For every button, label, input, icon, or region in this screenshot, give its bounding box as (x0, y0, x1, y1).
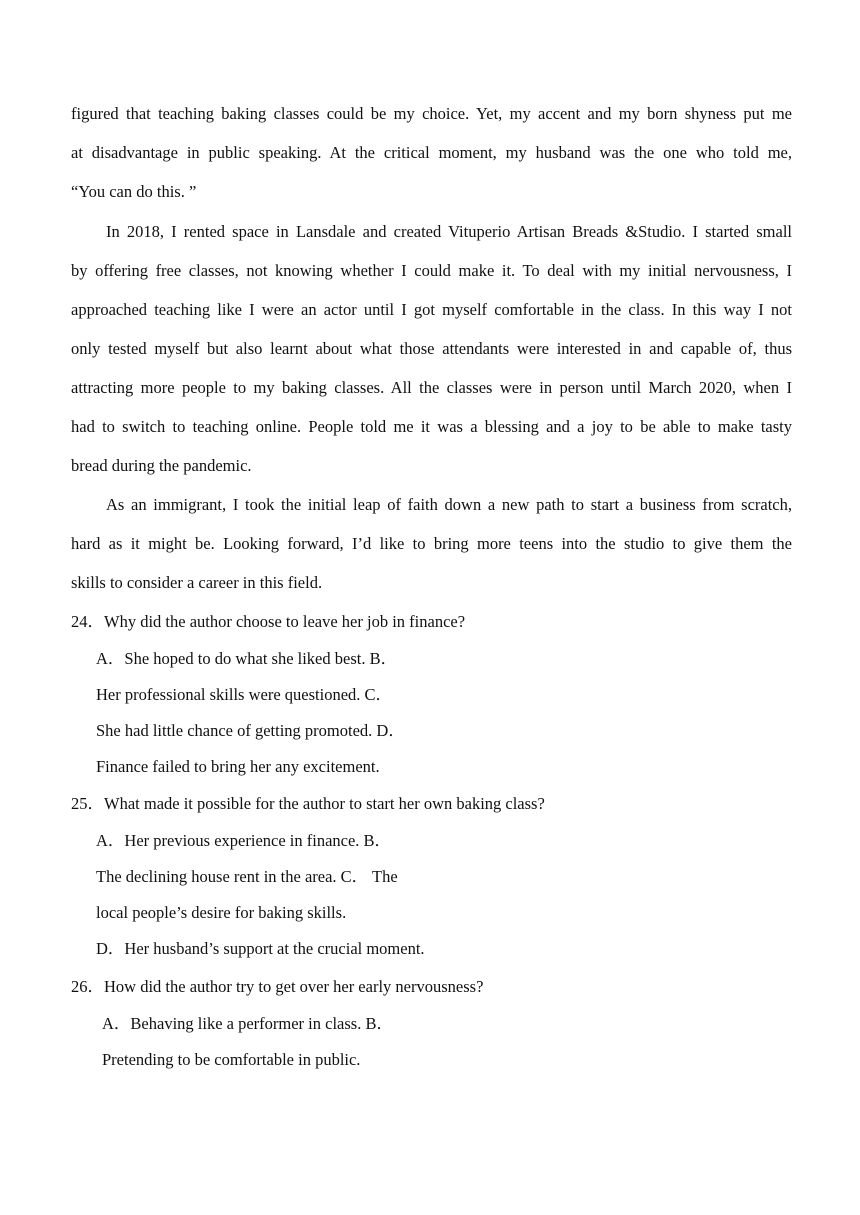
question-25-option-line: A．Her previous experience in finance. B． (96, 831, 392, 850)
question-24-option-line: Finance failed to bring her any excitement. (96, 757, 380, 776)
passage-line: As an immigrant, I took the initial leap of faith down a new path to start a business from scratch, (106, 495, 792, 514)
question-24-stem: 24．Why did the author choose to leave her job in finance? (71, 612, 466, 631)
question-25-option-line: local people’s desire for baking skills. (96, 903, 347, 922)
passage-line: figured that teaching baking classes could be my choice. Yet, my accent and my born shyness put me (71, 104, 792, 123)
question-24-option-line: She had little chance of getting promoted. D． (96, 721, 405, 740)
question-26-option-line: A．Behaving like a performer in class. B． (102, 1014, 393, 1033)
passage-line: bread during the pandemic. (71, 456, 252, 475)
passage-line: by offering free classes, not knowing whether I could make it. To deal with my initial nervousness, I (71, 261, 792, 280)
passage-line: only tested myself but also learnt about what those attendants were interested in and capable of, thus (71, 339, 792, 358)
passage-line: attracting more people to my baking classes. All the classes were in person until March 2020, when I (71, 378, 792, 397)
passage-line: at disadvantage in public speaking. At the critical moment, my husband was the one who told me, (71, 143, 792, 162)
passage-line: “You can do this. ” (71, 182, 197, 201)
passage-line: had to switch to teaching online. People told me it was a blessing and a joy to be able to make tasty (71, 417, 792, 436)
question-24-option-line: Her professional skills were questioned. C． (96, 685, 393, 704)
passage-line: approached teaching like I were an actor until I got myself comfortable in the class. In this way I not (71, 300, 792, 319)
question-25-option-line: The declining house rent in the area. C． The (96, 867, 398, 886)
passage-line: hard as it might be. Looking forward, I’d like to bring more teens into the studio to give them the (71, 534, 792, 553)
question-25-option-line: D．Her husband’s support at the crucial moment. (96, 939, 425, 958)
question-24-option-line: A．She hoped to do what she liked best. B． (96, 649, 398, 668)
passage-line: In 2018, I rented space in Lansdale and created Vituperio Artisan Breads &Studio. I started small (106, 222, 792, 241)
question-26-option-line: Pretending to be comfortable in public. (102, 1050, 361, 1069)
passage-line: skills to consider a career in this field. (71, 573, 323, 592)
question-25-stem: 25．What made it possible for the author to start her own baking class? (71, 794, 545, 813)
question-26-stem: 26．How did the author try to get over her early nervousness? (71, 977, 484, 996)
